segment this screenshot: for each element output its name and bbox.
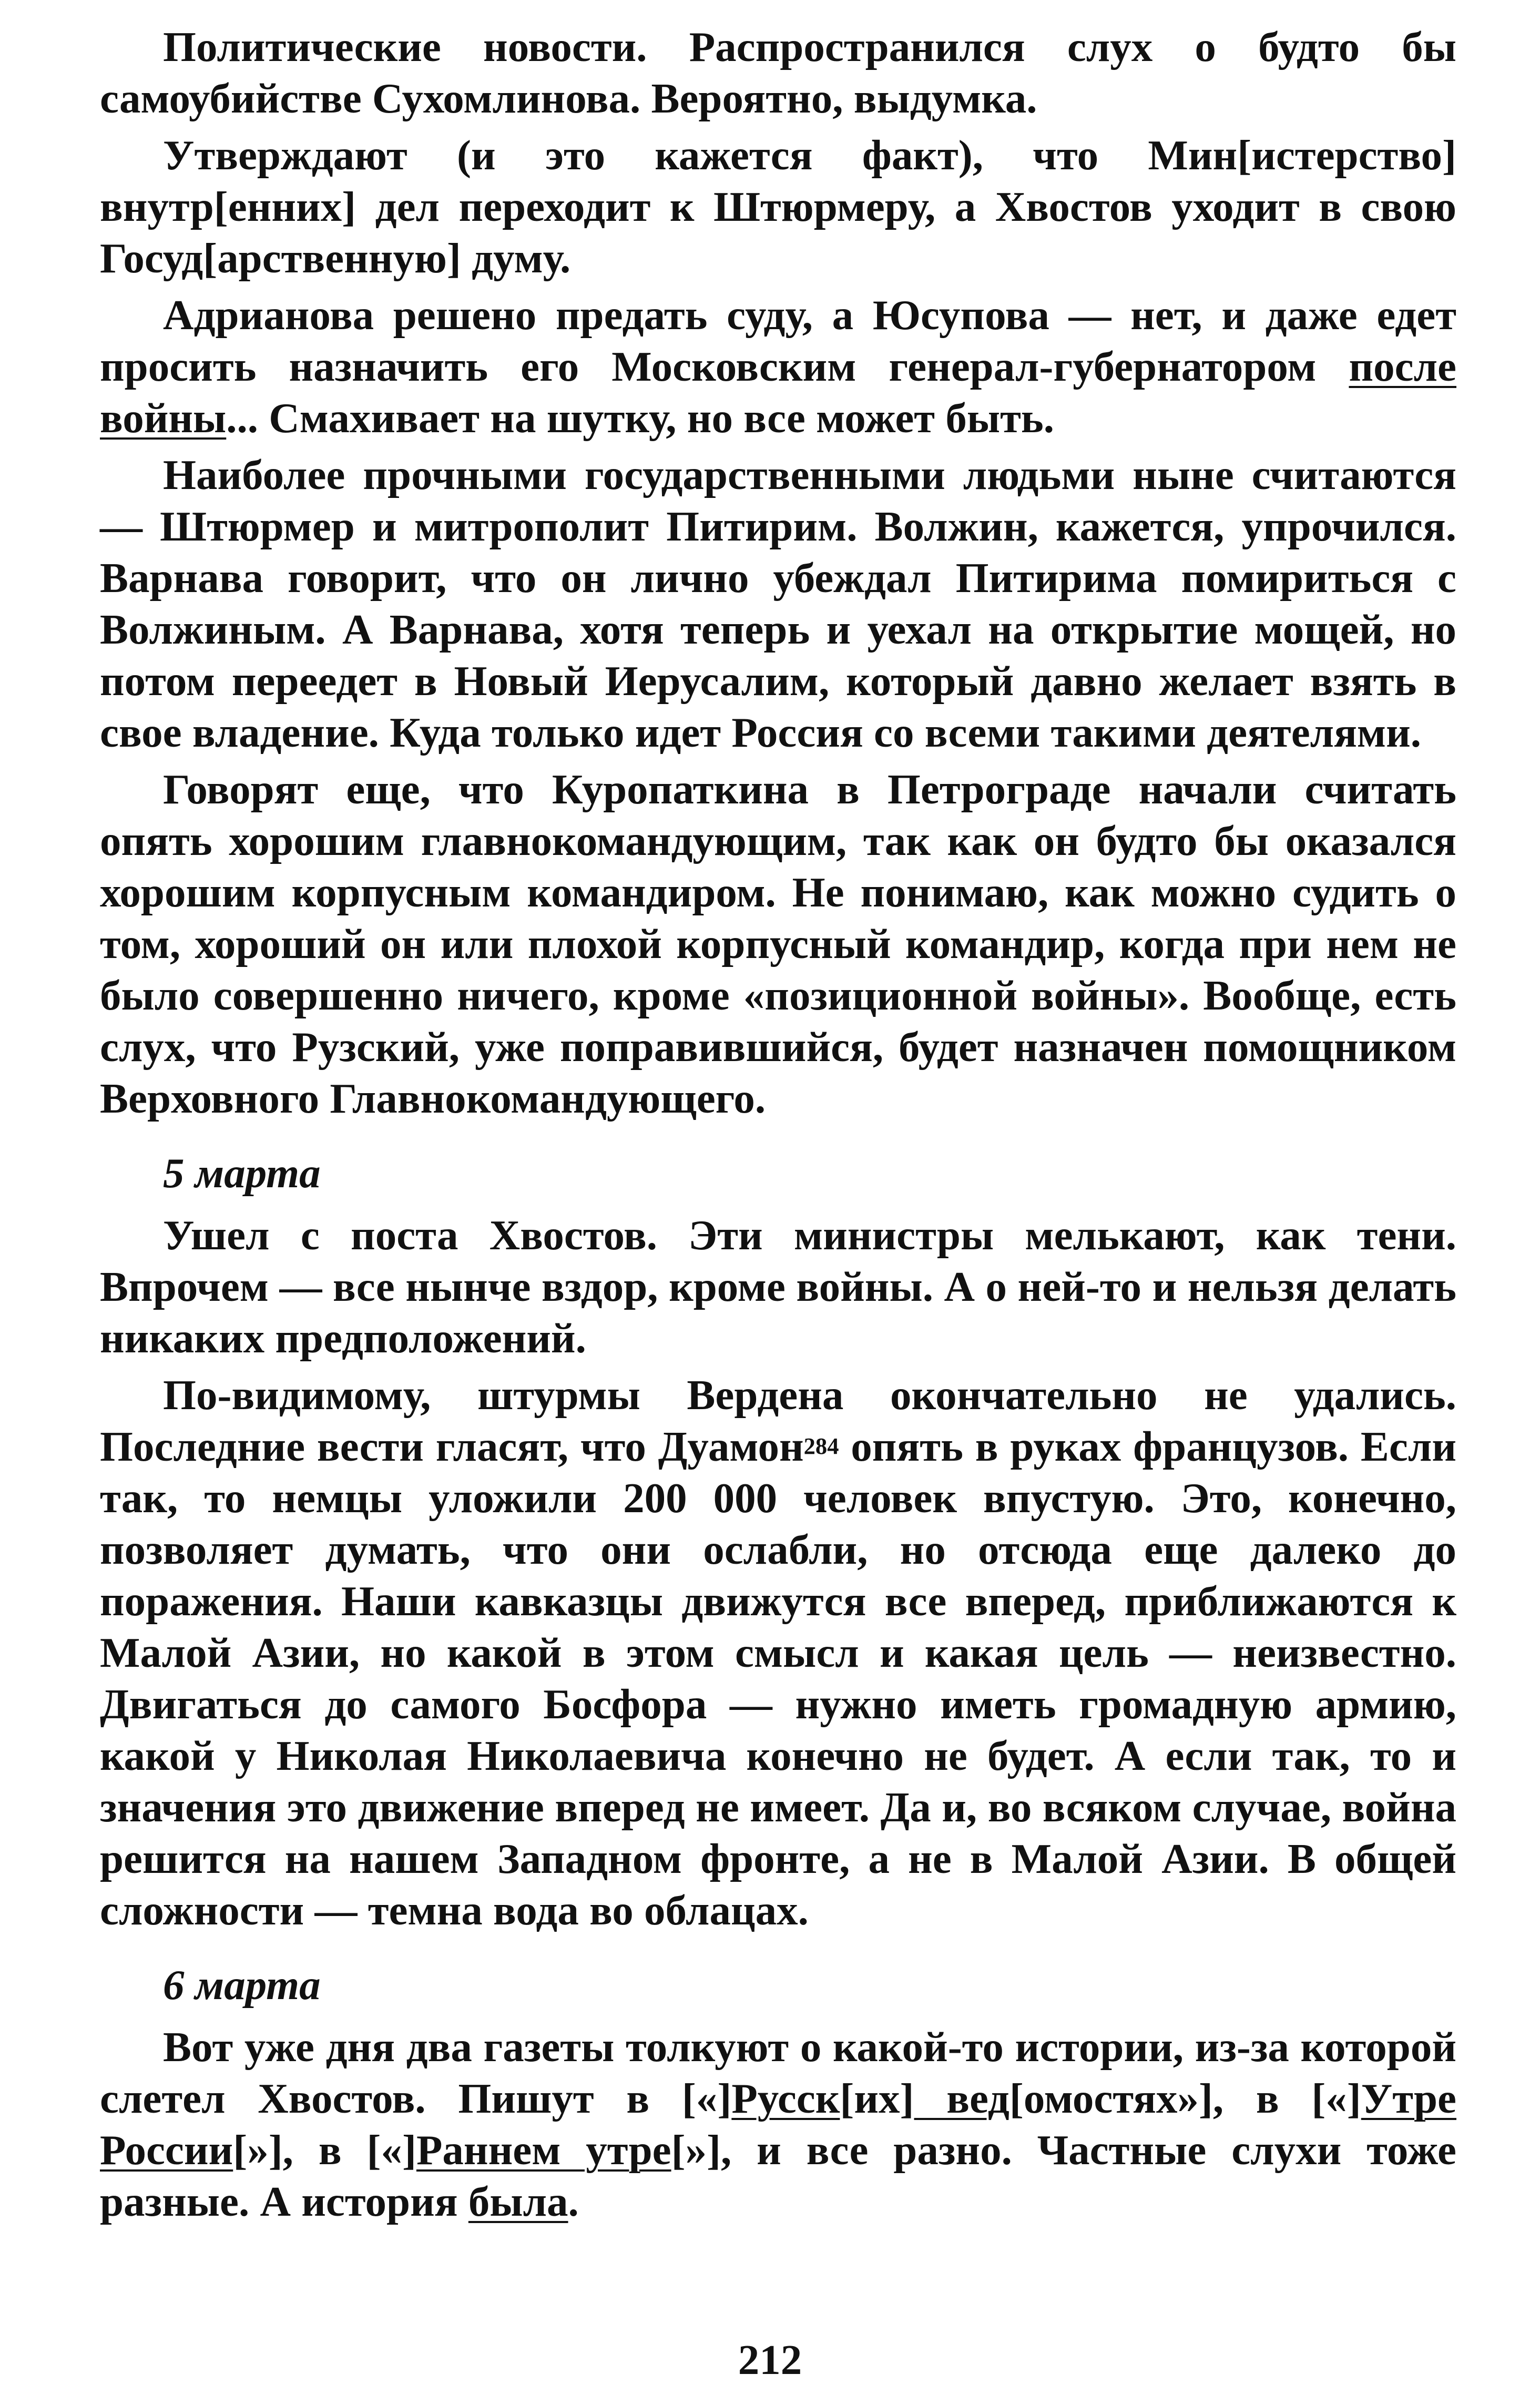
paragraph: Говорят еще, что Куропаткина в Петрограде начали считать опять хорошим главнокомандующим, так как он будто бы оказался хорошим корпусным командиром. Не понимаю, как можно судить о том, хороший он или плохой корпусный командир, когда при нем не было совершенно ничего, кроме «позиционной войны». Вообще, есть слух, что Рузский, уже поправившийся, будет назначен помощником Верховного Главнокомандующего. [100, 766, 1456, 1122]
text-run: ... Смахивает на шутку, но все может быть. [226, 394, 1054, 442]
text-run: [их] [840, 2075, 914, 2122]
text-run: Вот уже дня два газеты толкуют о какой-то истории, из-за которой слетел Хвостов. Пишут в [«] [100, 2023, 1456, 2122]
paragraph: Политические новости. Распространился слух о будто бы самоубийстве Сухомлинова. Вероятно, выдумка. [100, 23, 1456, 122]
text-run: опять в руках французов. Если так, то немцы уложили 200 000 человек впустую. Это, конечно, позволяет думать, что они ослабли, но отсюда еще далеко до поражения. Наши кавказцы движутся все вперед, приближаются к Малой Азии, но какой в этом смысл и какая цель — неизвестно. Двигаться до самого Босфора — нужно иметь громадную армию, какой у Николая Николаевича конечно не будет. А если так, то и значения это движение вперед не имеет. Да и, во всяком случае, война решится на нашем Западном фронте, а не в Малой Азии. В общей сложности — темна вода во облацах. [100, 1423, 1456, 1934]
text-run: . [568, 2178, 579, 2225]
paragraph [100, 2021, 1456, 2227]
underlined-text: Русск [731, 2075, 840, 2122]
underlined-text: после войны [100, 343, 1456, 442]
paragraph: Наиболее прочными государственными людьми ныне считаются — Штюрмер и митрополит Питирим. Волжин, кажется, упрочился. Варнава говорит, что он лично убеждал Питирима помириться с Волжиным. А Варнава, хотя теперь и уехал на открытие мощей, но потом переедет в Новый Иерусалим, который давно желает взять в свое владение. Куда только идет Россия со всеми такими деятелями. [100, 451, 1456, 756]
paragraph: Утверждают (и это кажется факт), что Мин[истерство] внутр[енних] дел переходит к Штюрмеру, а Хвостов уходит в свою Госуд[арственную] думу. [100, 131, 1456, 282]
diary-date-heading: 5 марта [163, 1149, 321, 1197]
page-number: 212 [738, 2336, 802, 2383]
paragraph: Ушел с поста Хвостов. Эти министры мелькают, как тени. Впрочем — все нынче вздор, кроме войны. А о ней-то и нельзя делать никаких предположений. [100, 1211, 1456, 1362]
diary-date-heading: 6 марта [163, 1961, 321, 2009]
text-run: [»], и все разно. Частные слухи тоже разные. А история [100, 2126, 1456, 2225]
text-run: Адрианова решено предать суду, а Юсупова — нет, и даже едет просить назначить его Московским генерал-губернатором [100, 291, 1456, 390]
underlined-text: Раннем утре [416, 2126, 671, 2174]
paragraph [100, 289, 1456, 444]
underlined-text: была [468, 2178, 568, 2225]
text-run: [омостях»], в [«] [1009, 2075, 1361, 2122]
paragraph [100, 1369, 1456, 1936]
text-run: По-видимому, штурмы Вердена окончательно не удались. Последние вести гласят, что Дуамон [100, 1371, 1456, 1470]
text-run: [»], в [«] [233, 2126, 416, 2174]
footnote-marker: 284 [803, 1432, 839, 1459]
underlined-text: Утре России [100, 2075, 1456, 2174]
document-page [100, 21, 1456, 2345]
underlined-text: вед [914, 2075, 1009, 2122]
